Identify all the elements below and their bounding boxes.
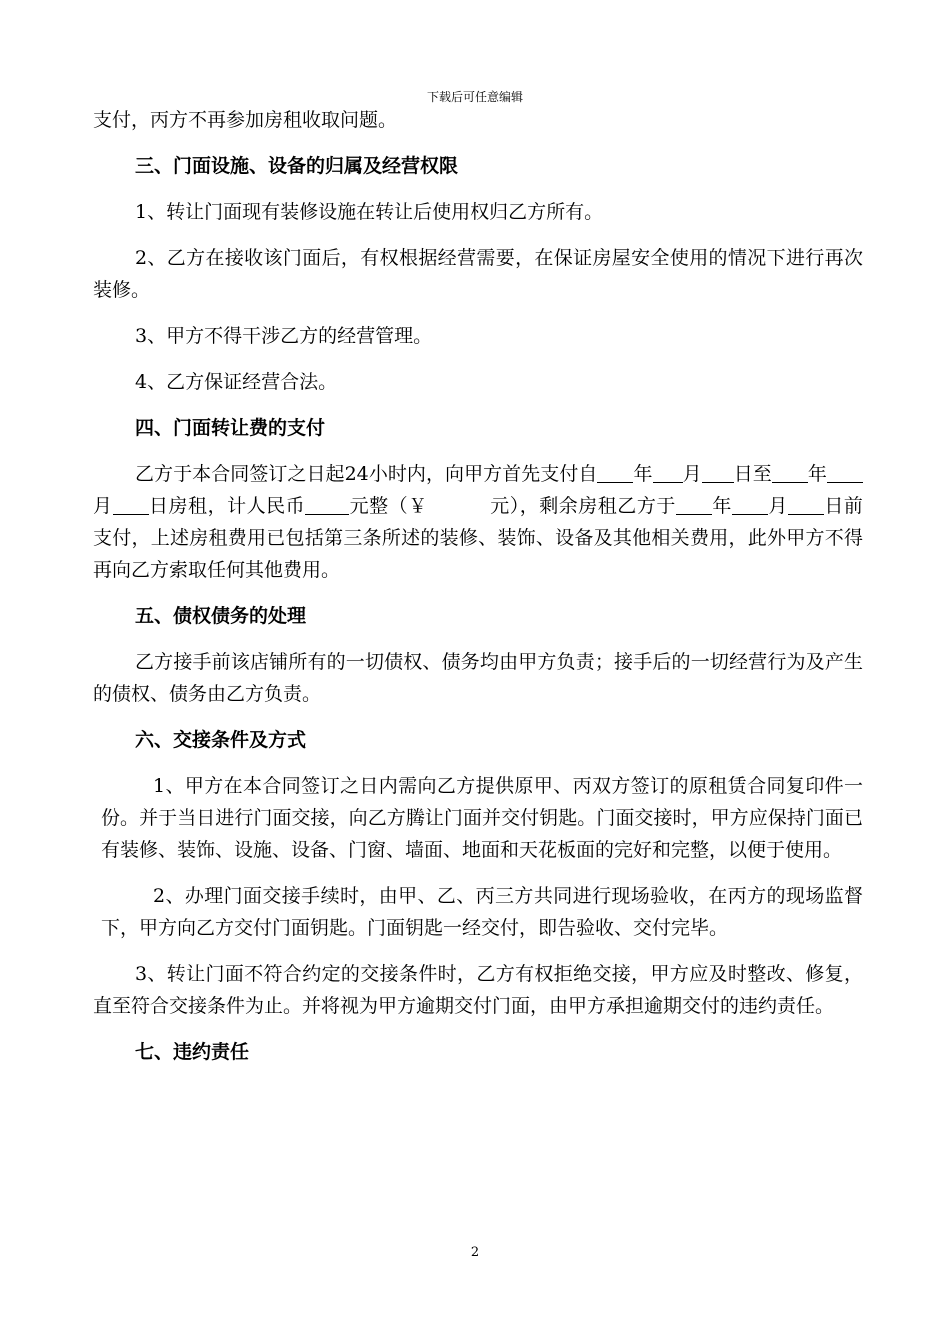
- section-heading-3: 三、门面设施、设备的归属及经营权限: [135, 155, 459, 177]
- clause-3-1: 1、转让门面现有装修设施在转让后使用权归乙方所有。: [135, 201, 604, 223]
- clause-4-payment: 乙方于本合同签订之日起24小时内，向甲方首先支付自 年 月 日至 年月 日房租，计人民币 元整（￥ 元），剩余房租乙方于 年 月 日前支付，上述房租费用已包括第三条所述的装修、装饰、设备及其他相关费用，此外甲方不得再向乙方索取任何其他费用。: [93, 463, 863, 581]
- clause-6-3: 3、转让门面不符合约定的交接条件时，乙方有权拒绝交接，甲方应及时整改、修复，直至符合交接条件为止。并将视为甲方逾期交付门面，由甲方承担逾期交付的违约责任。: [93, 963, 863, 1017]
- section-heading-7: 七、违约责任: [135, 1041, 250, 1063]
- page-header-note: 下载后可任意编辑: [426, 90, 523, 104]
- clause-6-1: 1、甲方在本合同签订之日内需向乙方提供原甲、丙双方签订的原租赁合同复印件一份。并于当日进行门面交接，向乙方腾让门面并交付钥匙。门面交接时，甲方应保持门面已有装修、装饰、设施、设备、门窗、墙面、地面和天花板面的完好和完整，以便于使用。: [101, 775, 863, 861]
- section-heading-5: 五、债权债务的处理: [135, 605, 307, 627]
- clause-3-3: 3、甲方不得干涉乙方的经营管理。: [135, 325, 433, 347]
- paragraph-continuation: 支付，丙方不再参加房租收取问题。: [93, 109, 398, 131]
- clause-5: 乙方接手前该店铺所有的一切债权、债务均由甲方负责；接手后的一切经营行为及产生的债权、债务由乙方负责。: [93, 651, 863, 705]
- document-body: [93, 104, 863, 1068]
- section-heading-6: 六、交接条件及方式: [135, 729, 307, 751]
- section-heading-4: 四、门面转让费的支付: [135, 417, 326, 439]
- page-number: 2: [470, 1245, 480, 1260]
- clause-3-2: 2、乙方在接收该门面后，有权根据经营需要，在保证房屋安全使用的情况下进行再次装修。: [93, 247, 863, 301]
- clause-6-2: 2、办理门面交接手续时，由甲、乙、丙三方共同进行现场验收，在丙方的现场监督下，甲方向乙方交付门面钥匙。门面钥匙一经交付，即告验收、交付完毕。: [101, 885, 863, 939]
- clause-3-4: 4、乙方保证经营合法。: [135, 371, 338, 393]
